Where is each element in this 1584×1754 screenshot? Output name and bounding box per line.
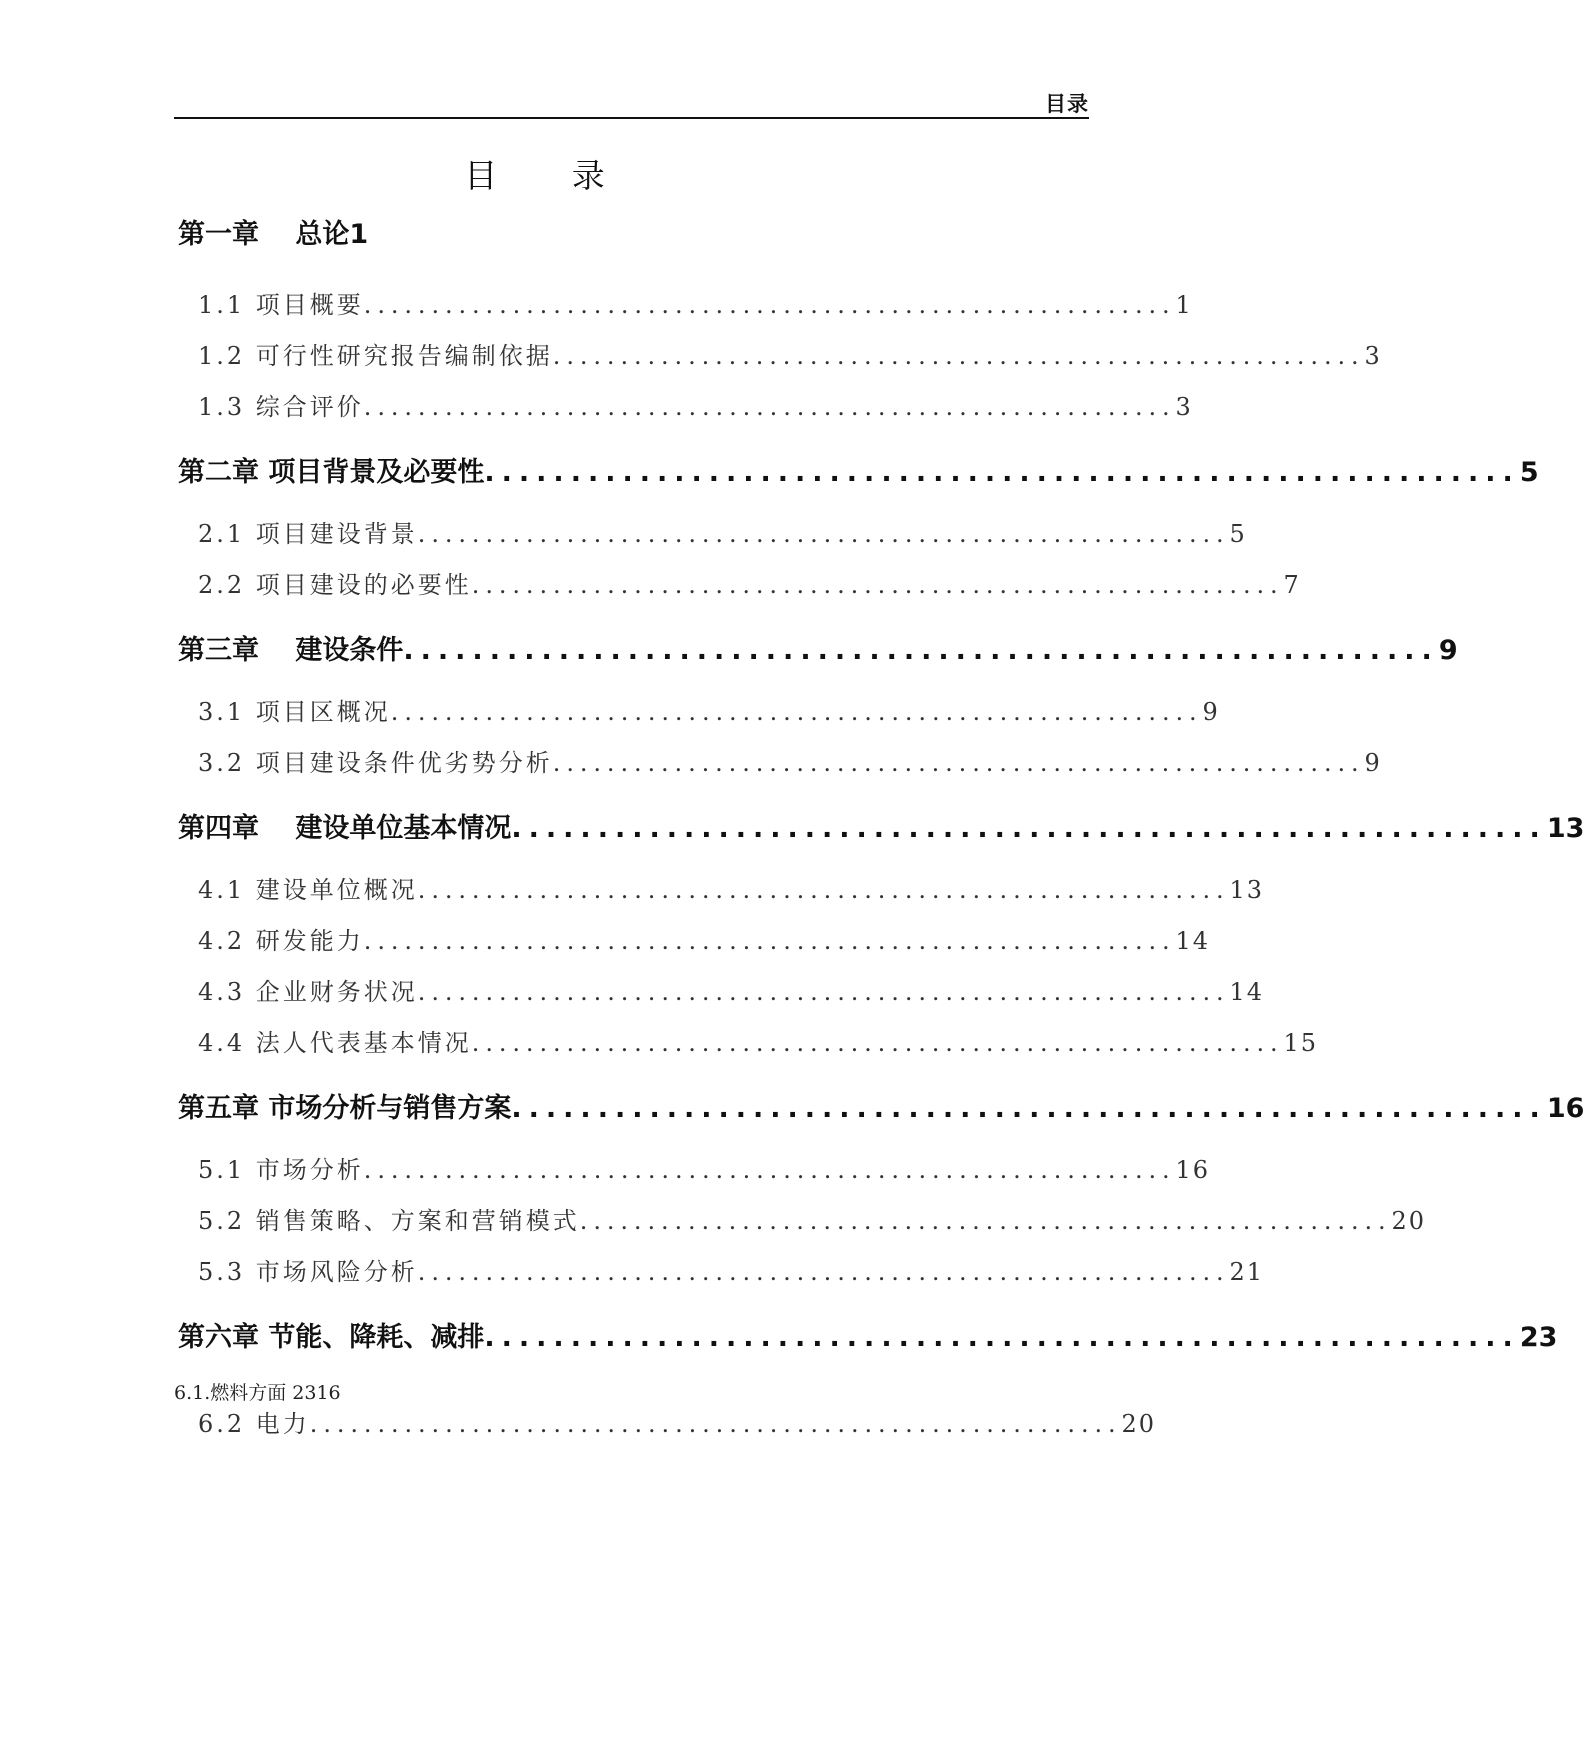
toc-dot-leader: ............................................................ [363,927,1176,955]
toc-section-entry[interactable] [198,692,1220,727]
toc-dot-leader: ............................................................ [552,342,1365,370]
toc-title: 目 录 [464,156,637,195]
running-header-title: 目录 [1045,92,1089,116]
toc-entry-label: 5.3 市场风险分析 [198,1258,418,1286]
toc-chapter-entry[interactable] [178,1086,1584,1125]
toc-page-number: 16 [1175,1156,1211,1184]
toc-entry-label: 6.1.燃料方面 2316 [174,1382,341,1404]
toc-section-entry[interactable] [198,921,1211,956]
toc-page-number: 3 [1175,393,1193,421]
toc-entry-label: 1.3 综合评价 [198,393,364,421]
toc-dot-leader: ............................................................ [390,698,1203,726]
toc-dot-leader: ............................................................ [471,571,1284,599]
toc-page-number: 9 [1202,698,1220,726]
toc-chapter-entry[interactable] [178,450,1539,489]
toc-entry-label: 4.3 企业财务状况 [198,978,418,1006]
toc-entry-label: 第一章 总论1 [178,219,369,250]
toc-section-entry[interactable] [198,1252,1265,1287]
toc-entry-label: 4.2 研发能力 [198,927,364,955]
toc-page-number: 5 [1229,520,1247,548]
toc-entry-label: 5.1 市场分析 [198,1156,364,1184]
toc-chapter-entry[interactable] [178,1315,1558,1354]
toc-entry-label: 2.2 项目建设的必要性 [198,571,472,599]
toc-dot-leader: ............................................................ [417,520,1230,548]
toc-page-number: 20 [1391,1207,1427,1235]
toc-entry-label: 6.2 电力 [198,1410,310,1438]
toc-entry-label: 3.2 项目建设条件优劣势分析 [198,749,553,777]
toc-section-entry[interactable] [198,1150,1211,1185]
toc-page-number: 1 [1175,291,1193,319]
toc-dot-leader: ............................................................ [363,393,1176,421]
toc-page-number: 15 [1283,1029,1319,1057]
toc-page-number: 14 [1229,978,1265,1006]
toc-entry-label: 1.2 可行性研究报告编制依据 [198,342,553,370]
toc-entry-label: 第五章 市场分析与销售方案 [178,1093,512,1124]
toc-section-entry[interactable] [198,870,1265,905]
toc-section-entry[interactable] [198,1201,1427,1236]
toc-page-number: 3 [1364,342,1382,370]
toc-entry-label: 2.1 项目建设背景 [198,520,418,548]
toc-dot-leader: ............................................................ [403,635,1439,666]
toc-section-entry[interactable] [198,743,1382,778]
toc-page-number: 9 [1364,749,1382,777]
toc-dot-leader: ............................................................ [363,291,1176,319]
toc-page-number: 23 [1519,1322,1558,1353]
toc-dot-leader: ............................................................ [363,1156,1176,1184]
toc-entry-label: 第六章 节能、降耗、减排 [178,1322,485,1353]
toc-page-number: 20 [1121,1410,1157,1438]
toc-section-entry[interactable] [198,285,1193,320]
toc-page-number: 7 [1283,571,1301,599]
header-rule [174,117,1089,119]
toc-entry-label: 5.2 销售策略、方案和营销模式 [198,1207,580,1235]
toc-chapter-entry[interactable] [178,806,1584,845]
toc-page-number: 9 [1438,635,1458,666]
toc-chapter-entry[interactable] [178,628,1458,667]
toc-page-number: 13 [1229,876,1265,904]
toc-dot-leader: ............................................................ [579,1207,1392,1235]
toc-page-number: 14 [1175,927,1211,955]
toc-dot-leader: ............................................................ [511,813,1547,844]
toc-entry-label: 3.1 项目区概况 [198,698,391,726]
toc-dot-leader: ............................................................ [484,1322,1520,1353]
toc-entry-label: 4.4 法人代表基本情况 [198,1029,472,1057]
toc-section-entry[interactable] [198,972,1265,1007]
toc-dot-leader: ............................................................ [417,1258,1230,1286]
toc-entry-label: 4.1 建设单位概况 [198,876,418,904]
toc-entry-label: 第二章 项目背景及必要性 [178,457,485,488]
toc-dot-leader: ............................................................ [417,978,1230,1006]
toc-dot-leader: ............................................................ [417,876,1230,904]
toc-section-entry[interactable] [198,1404,1157,1439]
toc-page-number: 21 [1229,1258,1265,1286]
toc-section-entry[interactable] [174,1378,1081,1405]
toc-section-entry[interactable] [198,565,1301,600]
toc-entry-label: 第四章 建设单位基本情况 [178,813,512,844]
toc-dot-leader: ............................................................ [511,1093,1547,1124]
toc-page-number: 16 [1546,1093,1584,1124]
toc-page-number: 5 [1519,457,1539,488]
toc-section-entry[interactable] [198,514,1247,549]
toc-entry-label: 1.1 项目概要 [198,291,364,319]
toc-entry-label: 第三章 建设条件 [178,635,404,666]
toc-section-entry[interactable] [198,387,1193,422]
toc-dot-leader: ............................................................ [309,1410,1122,1438]
toc-chapter-entry[interactable] [178,212,1085,251]
toc-dot-leader: ............................................................ [552,749,1365,777]
toc-page-number: 13 [1546,813,1584,844]
toc-dot-leader: ............................................................ [471,1029,1284,1057]
toc-section-entry[interactable] [198,1023,1319,1058]
toc-section-entry[interactable] [198,336,1382,371]
toc-dot-leader: ............................................................ [484,457,1520,488]
